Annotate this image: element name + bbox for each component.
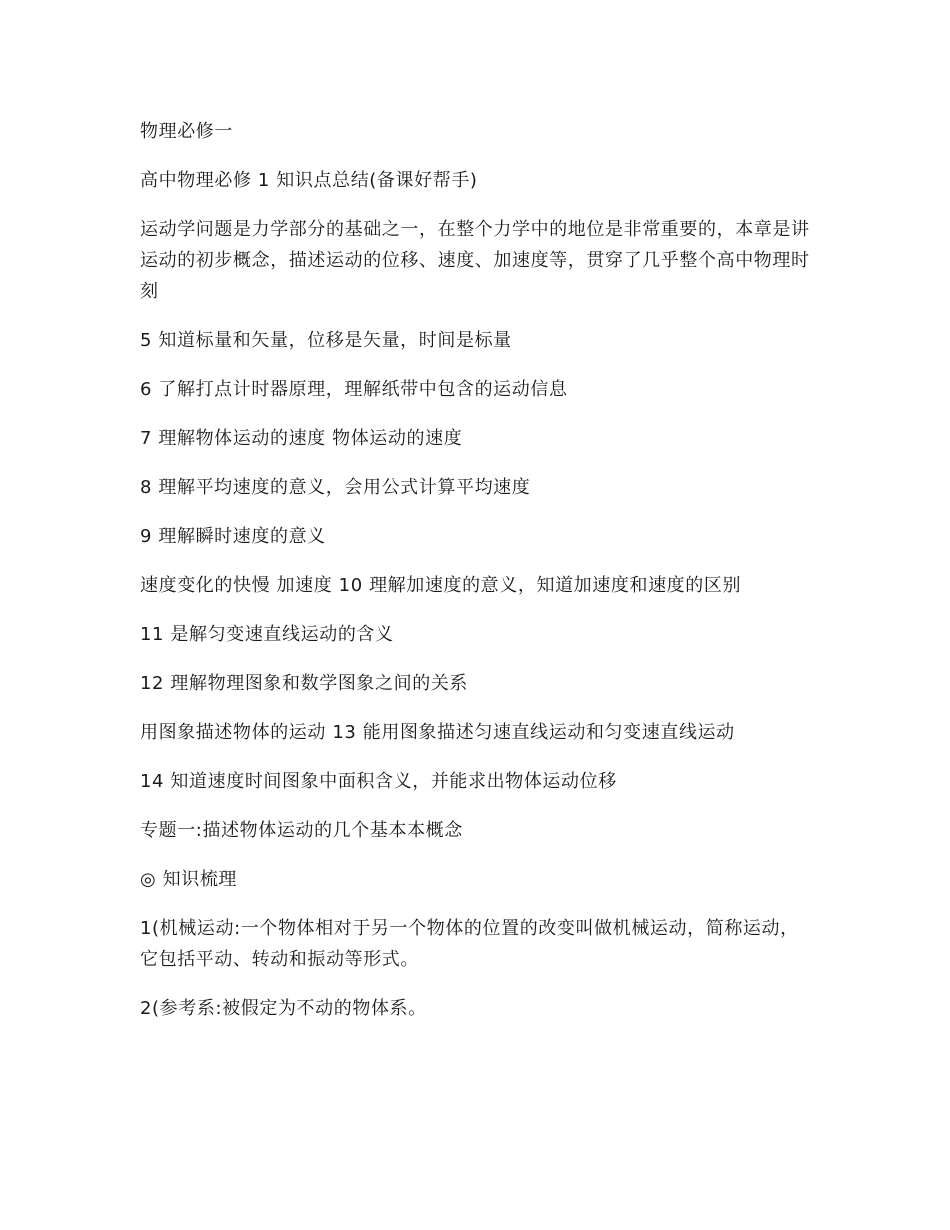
intro-paragraph: 运动学问题是力学部分的基础之一，在整个力学中的地位是非常重要的，本章是讲运动的初步概念，描述运动的位移、速度、加速度等，贯穿了几乎整个高中物理时刻: [140, 219, 810, 302]
definition-reference-frame: 2(参考系:被假定为不动的物体系。: [140, 998, 427, 1019]
point-10: 速度变化的快慢 加速度 10 理解加速度的意义，知道加速度和速度的区别: [140, 575, 742, 596]
point-8: 8 理解平均速度的意义，会用公式计算平均速度: [140, 477, 531, 498]
document-title: 物理必修一: [140, 121, 233, 142]
point-12: 12 理解物理图象和数学图象之间的关系: [140, 673, 469, 694]
point-14: 14 知道速度时间图象中面积含义，并能求出物体运动位移: [140, 771, 617, 792]
point-9: 9 理解瞬时速度的意义: [140, 526, 326, 547]
point-6: 6 了解打点计时器原理，理解纸带中包含的运动信息: [140, 379, 568, 400]
definition-mechanical-motion: 1(机械运动:一个物体相对于另一个物体的位置的改变叫做机械运动，简称运动，它包括平动、转动和振动等形式。: [140, 918, 799, 970]
point-5: 5 知道标量和矢量，位移是矢量，时间是标量: [140, 330, 512, 351]
knowledge-heading: ◎ 知识梳理: [140, 869, 238, 890]
topic-heading: 专题一:描述物体运动的几个基本本概念: [140, 820, 463, 841]
document-page: [140, 116, 810, 1042]
point-13: 用图象描述物体的运动 13 能用图象描述匀速直线运动和匀变速直线运动: [140, 722, 735, 743]
point-11: 11 是解匀变速直线运动的含义: [140, 624, 394, 645]
document-subtitle: 高中物理必修 1 知识点总结(备课好帮手): [140, 170, 478, 191]
point-7: 7 理解物体运动的速度 物体运动的速度: [140, 428, 463, 449]
